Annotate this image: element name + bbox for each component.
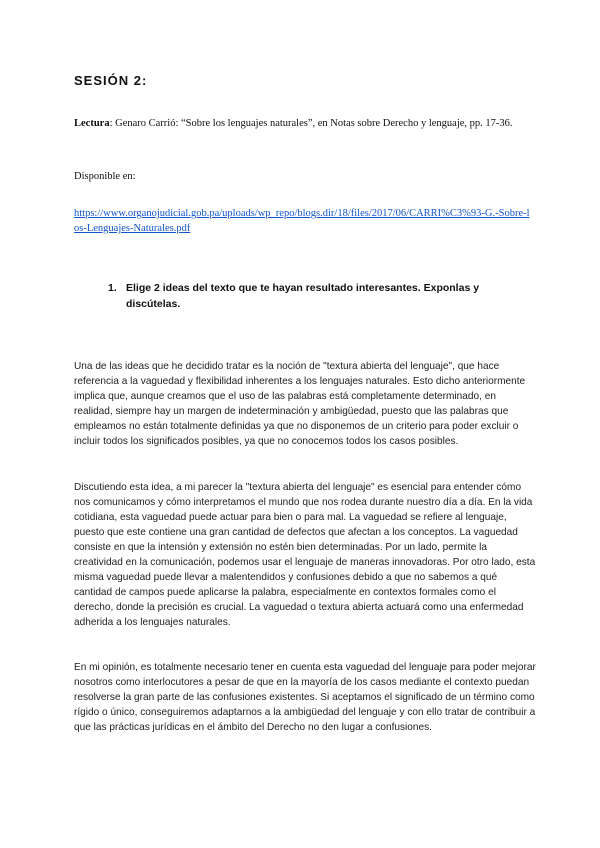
availability-label: Disponible en: [74,171,136,182]
question-text: Elige 2 ideas del texto que te hayan resultado interesantes. Exponlas y discútelas. [126,282,480,310]
paragraph-1: Una de las ideas que he decidido tratar es la noción de "textura abierta del lenguaje", que hace referencia a la vaguedad y flexibilidad inherentes a los lenguajes naturales. Esto dicho anteriormente implica que, aunque creamos que el uso de las palabras está completamente determinado, en realidad, siempre hay un margen de indeterminación y ambigüedad, puesto que las palabras que empleamos no están totalmente definidas ya que no disponemos de un criterio para poder excluir o incluir todos los significados posibles, ya que no conocemos todos los casos posibles. [74,361,526,447]
question-item [108,280,536,312]
session-title: SESIÓN 2: [74,73,148,88]
source-link-block [74,206,534,236]
reading-text: : Genaro Carrió: “Sobre los lenguajes naturales”, en Notas sobre Derecho y lenguaje, pp. 17-36. [109,118,513,129]
paragraph-3: En mi opinión, es totalmente necesario tener en cuenta esta vaguedad del lenguaje para poder mejorar nosotros como interlocutores a pesar de que en la mayoría de los casos mediante el contexto puedan resolverse la gran parte de las confusiones existentes. Si aceptamos el significado de un término como rígido o único, conseguiremos adaptarnos a la ambigüedad del lenguaje y con ello tratar de contribuir a que las prácticas jurídicas en el ámbito del Derecho no den lugar a confusiones. [74,662,536,733]
reading-label: Lectura [74,118,110,129]
paragraph-2: Discutiendo esta idea, a mi parecer la "textura abierta del lenguaje" es esencial para entender cómo nos comunicamos y cómo interpretamos el mundo que nos rodea durante nuestro día a día. En la vida cotidiana, esta vaguedad puede actuar para bien o para mal. La vaguedad se refiere al lenguaje, puesto que este contiene una gran cantidad de defectos que afectan a los conceptos. La vaguedad consiste en que la intensión y extensión no estén bien determinadas. Por un lado, permite la creatividad en la comunicación, podemos usar el lenguaje de maneras innovadoras. Por otro lado, esta misma vaguedad puede llevar a malentendidos y confusiones debido a que no sabemos a qué cantidad de campos puede aplicarse la palabra, especialmente en contextos formales como el derecho, donde la precisión es crucial. La vaguedad o textura abierta actuará como una enfermedad adherida a los lenguajes naturales. [74,482,536,628]
reading-reference [74,116,534,131]
source-link[interactable]: https://www.organojudicial.gob.pa/uploads/wp_repo/blogs.dir/18/files/2017/06/CARRI%C3%93-G.-Sobre-los-Lenguajes-Naturales.pdf [74,208,530,234]
question-number: 1. [108,282,117,294]
